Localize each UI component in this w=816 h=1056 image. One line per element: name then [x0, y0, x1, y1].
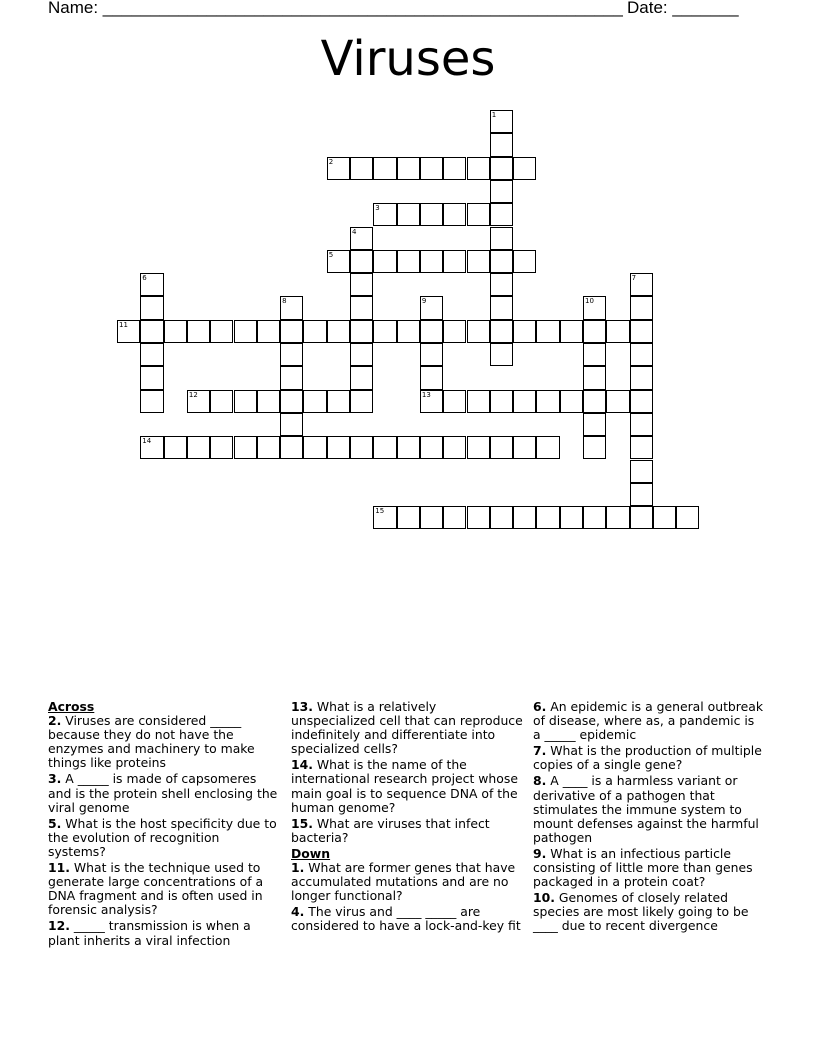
- grid-cell[interactable]: [630, 273, 653, 296]
- grid-cell[interactable]: [490, 180, 513, 203]
- grid-cell[interactable]: [350, 320, 373, 343]
- clue-column-2: [291, 700, 523, 936]
- clue-item-text: What is an infectious particle consisting of little more than genes packaged in a protein coat?: [533, 845, 753, 890]
- grid-cell[interactable]: [164, 436, 187, 459]
- grid-cell[interactable]: [420, 157, 443, 180]
- grid-cell[interactable]: [373, 320, 396, 343]
- clue-item-number: 15.: [291, 815, 313, 831]
- clue-item-text: What is a relatively unspecialized cell that can reproduce indefinitely and differentiate into specialized cells?: [291, 699, 523, 757]
- grid-cell[interactable]: [140, 343, 163, 366]
- clue-item: [533, 744, 765, 772]
- grid-cell[interactable]: [467, 506, 490, 529]
- grid-cell[interactable]: [373, 436, 396, 459]
- clue-item-number: 8.: [533, 773, 547, 789]
- grid-cell[interactable]: [536, 320, 559, 343]
- clue-item: [291, 861, 523, 903]
- grid-cell[interactable]: [257, 320, 280, 343]
- clue-item: [48, 919, 280, 947]
- grid-cell[interactable]: [140, 436, 163, 459]
- clue-item-text: What are former genes that have accumulated mutations and are no longer functional?: [291, 860, 516, 904]
- clue-item: [48, 817, 280, 859]
- grid-cell[interactable]: [257, 436, 280, 459]
- clue-item-number: 4.: [291, 904, 305, 920]
- grid-cell[interactable]: [303, 390, 326, 413]
- grid-cell[interactable]: [560, 390, 583, 413]
- grid-cell[interactable]: [490, 110, 513, 133]
- clue-item-number: 3.: [48, 771, 62, 787]
- grid-cell[interactable]: [420, 366, 443, 389]
- clue-column-1: [48, 700, 280, 950]
- clue-item: [533, 847, 765, 889]
- grid-cell[interactable]: [490, 390, 513, 413]
- grid-cell[interactable]: [443, 157, 466, 180]
- grid-cell[interactable]: [140, 366, 163, 389]
- clue-item: [48, 772, 280, 814]
- grid-cell[interactable]: [397, 506, 420, 529]
- grid-cell[interactable]: [234, 390, 257, 413]
- clue-item: [48, 861, 280, 917]
- clue-number: 7: [631, 274, 637, 283]
- clue-item-number: 5.: [48, 815, 62, 831]
- grid-cell[interactable]: [467, 390, 490, 413]
- grid-cell[interactable]: [327, 390, 350, 413]
- grid-cell[interactable]: [583, 343, 606, 366]
- clue-item-number: 9.: [533, 845, 547, 861]
- clue-number: 10: [585, 297, 594, 306]
- grid-cell[interactable]: [490, 250, 513, 273]
- clue-item-text: What is the name of the international research project whose main goal is to sequence DNA of the human genome?: [291, 757, 518, 815]
- clue-item: [291, 758, 523, 814]
- grid-cell[interactable]: [397, 436, 420, 459]
- grid-cell[interactable]: [350, 390, 373, 413]
- grid-cell[interactable]: [327, 250, 350, 273]
- grid-cell[interactable]: [560, 320, 583, 343]
- clue-number: 15: [375, 507, 385, 516]
- grid-cell[interactable]: [583, 320, 606, 343]
- grid-cell[interactable]: [327, 320, 350, 343]
- grid-cell[interactable]: [257, 390, 280, 413]
- clue-item-number: 6.: [533, 699, 547, 714]
- grid-cell[interactable]: [513, 157, 536, 180]
- grid-cell[interactable]: [630, 366, 653, 389]
- clue-number: 5: [328, 250, 334, 259]
- grid-cell[interactable]: [606, 320, 629, 343]
- clue-item-text: What is the production of multiple copies of a single gene?: [533, 743, 762, 773]
- clue-item: [291, 700, 523, 756]
- grid-cell[interactable]: [490, 157, 513, 180]
- grid-cell[interactable]: [397, 203, 420, 226]
- grid-cell[interactable]: [420, 343, 443, 366]
- grid-cell[interactable]: [583, 413, 606, 436]
- grid-cell[interactable]: [583, 366, 606, 389]
- clue-item-text: An epidemic is a general outbreak of disease, where as, a pandemic is a _____ epidemic: [533, 699, 764, 743]
- grid-cell[interactable]: [583, 390, 606, 413]
- grid-cell[interactable]: [513, 506, 536, 529]
- grid-cell[interactable]: [350, 366, 373, 389]
- grid-cell[interactable]: [140, 390, 163, 413]
- clue-number: 3: [375, 204, 380, 213]
- grid-cell[interactable]: [490, 436, 513, 459]
- clue-number: 14: [142, 437, 152, 446]
- clue-item-text: A _____ is made of capsomeres and is the protein shell enclosing the viral genome: [48, 771, 278, 815]
- grid-cell[interactable]: [280, 343, 303, 366]
- grid-cell[interactable]: [536, 390, 559, 413]
- grid-cell[interactable]: [536, 506, 559, 529]
- clue-item-number: 7.: [533, 743, 547, 759]
- grid-cell[interactable]: [630, 343, 653, 366]
- clue-number: 8: [282, 297, 287, 306]
- clue-item-text: Viruses are considered _____ because they do not have the enzymes and machinery to make things like proteins: [48, 713, 255, 771]
- clue-item-text: What are viruses that infect bacteria?: [291, 815, 490, 845]
- grid-cell[interactable]: [443, 203, 466, 226]
- grid-cell[interactable]: [350, 227, 373, 250]
- clue-item-number: 12.: [48, 918, 70, 934]
- clue-number: 11: [119, 320, 128, 329]
- grid-cell[interactable]: [140, 320, 163, 343]
- grid-cell[interactable]: [490, 320, 513, 343]
- clue-item-text: The virus and ____ _____ are considered to have a lock-and-key fit: [291, 904, 521, 934]
- clue-column-3: [533, 700, 765, 936]
- grid-cell[interactable]: [280, 366, 303, 389]
- clue-item-text: _____ transmission is when a plant inherits a viral infection: [48, 918, 251, 948]
- clue-item: [533, 891, 765, 933]
- clue-section-heading: Down: [291, 845, 331, 861]
- grid-cell[interactable]: [303, 436, 326, 459]
- clue-item-text: What is the technique used to generate large concentrations of a DNA fragment and is often used in forensic analysis?: [48, 860, 264, 918]
- clue-item: [291, 817, 523, 845]
- clue-item-number: 2.: [48, 713, 62, 729]
- grid-cell[interactable]: [467, 250, 490, 273]
- grid-cell[interactable]: [513, 436, 536, 459]
- grid-cell[interactable]: [420, 436, 443, 459]
- date-field[interactable]: Date: _______: [627, 0, 739, 17]
- grid-cell[interactable]: [280, 413, 303, 436]
- clue-item: [533, 774, 765, 844]
- grid-cell[interactable]: [303, 320, 326, 343]
- grid-cell[interactable]: [467, 157, 490, 180]
- grid-cell[interactable]: [606, 506, 629, 529]
- grid-cell[interactable]: [630, 460, 653, 483]
- grid-cell[interactable]: [420, 296, 443, 319]
- grid-cell[interactable]: [187, 320, 210, 343]
- grid-cell[interactable]: [606, 390, 629, 413]
- grid-cell[interactable]: [630, 320, 653, 343]
- grid-cell[interactable]: [490, 343, 513, 366]
- clue-number: 1: [491, 111, 497, 119]
- grid-cell[interactable]: [140, 296, 163, 319]
- grid-cell[interactable]: [630, 436, 653, 459]
- grid-cell[interactable]: [373, 506, 396, 529]
- grid-cell[interactable]: [513, 250, 536, 273]
- grid-cell[interactable]: [210, 390, 233, 413]
- grid-cell[interactable]: [117, 320, 140, 343]
- clue-section-heading: Across: [48, 699, 95, 714]
- grid-cell[interactable]: [280, 320, 303, 343]
- clue-number: 2: [328, 157, 334, 166]
- grid-cell[interactable]: [210, 320, 233, 343]
- name-field[interactable]: Name: _______________________________________________________: [48, 0, 623, 17]
- grid-cell[interactable]: [350, 250, 373, 273]
- grid-cell[interactable]: [630, 296, 653, 319]
- grid-cell[interactable]: [280, 436, 303, 459]
- clue-item: [48, 714, 280, 770]
- grid-cell[interactable]: [234, 320, 257, 343]
- clue-item: [533, 700, 765, 742]
- grid-cell[interactable]: [234, 436, 257, 459]
- grid-cell[interactable]: [513, 390, 536, 413]
- grid-cell[interactable]: [490, 203, 513, 226]
- grid-cell[interactable]: [420, 203, 443, 226]
- grid-cell[interactable]: [397, 320, 420, 343]
- grid-cell[interactable]: [280, 296, 303, 319]
- grid-cell[interactable]: [583, 436, 606, 459]
- grid-cell[interactable]: [397, 250, 420, 273]
- grid-cell[interactable]: [630, 390, 653, 413]
- clue-item: [291, 905, 523, 933]
- grid-cell[interactable]: [420, 250, 443, 273]
- grid-cell[interactable]: [350, 157, 373, 180]
- clue-item-text: Genomes of closely related species are most likely going to be ____ due to recent divergence: [533, 890, 749, 934]
- grid-cell[interactable]: [443, 436, 466, 459]
- clue-number: 6: [142, 274, 147, 283]
- grid-cell[interactable]: [467, 320, 490, 343]
- grid-cell[interactable]: [560, 506, 583, 529]
- grid-cell[interactable]: [373, 203, 396, 226]
- grid-cell[interactable]: [350, 436, 373, 459]
- grid-cell[interactable]: [140, 273, 163, 296]
- grid-cell[interactable]: [443, 250, 466, 273]
- clue-item-text: What is the host specificity due to the evolution of recognition systems?: [48, 815, 277, 859]
- grid-cell[interactable]: [420, 506, 443, 529]
- grid-cell[interactable]: [490, 227, 513, 250]
- grid-cell[interactable]: [210, 436, 233, 459]
- grid-cell[interactable]: [327, 436, 350, 459]
- grid-cell[interactable]: [513, 320, 536, 343]
- grid-cell[interactable]: [443, 506, 466, 529]
- clue-number: 9: [421, 297, 427, 306]
- grid-cell[interactable]: [164, 320, 187, 343]
- grid-cell[interactable]: [653, 506, 676, 529]
- grid-cell[interactable]: [467, 436, 490, 459]
- grid-cell[interactable]: [490, 296, 513, 319]
- grid-cell[interactable]: [373, 157, 396, 180]
- grid-cell[interactable]: [583, 296, 606, 319]
- grid-cell[interactable]: [490, 273, 513, 296]
- grid-cell[interactable]: [280, 390, 303, 413]
- grid-cell[interactable]: [490, 506, 513, 529]
- grid-cell[interactable]: [350, 273, 373, 296]
- clue-number: 12: [188, 390, 198, 399]
- grid-cell[interactable]: [630, 413, 653, 436]
- grid-cell[interactable]: [630, 506, 653, 529]
- grid-cell[interactable]: [373, 250, 396, 273]
- grid-cell[interactable]: [327, 157, 350, 180]
- grid-cell[interactable]: [630, 483, 653, 506]
- grid-cell[interactable]: [420, 320, 443, 343]
- grid-cell[interactable]: [676, 506, 699, 529]
- grid-cell[interactable]: [350, 343, 373, 366]
- clue-item-number: 1.: [291, 860, 305, 876]
- clue-item-number: 10.: [533, 890, 555, 906]
- clue-item-text: A ____ is a harmless variant or derivative of a pathogen that stimulates the immune system to mount defenses against the harmful pathogen: [533, 773, 759, 845]
- grid-cell[interactable]: [536, 436, 559, 459]
- grid-cell[interactable]: [443, 390, 466, 413]
- page-title: Viruses: [320, 31, 496, 87]
- grid-cell[interactable]: [443, 320, 466, 343]
- grid-cell[interactable]: [350, 296, 373, 319]
- clue-item-number: 14.: [291, 757, 313, 773]
- clue-item-number: 11.: [48, 860, 70, 876]
- grid-cell[interactable]: [187, 390, 210, 413]
- grid-cell[interactable]: [420, 390, 443, 413]
- clue-number: 4: [352, 227, 357, 236]
- grid-cell[interactable]: [187, 436, 210, 459]
- grid-cell[interactable]: [397, 157, 420, 180]
- clue-number: 13: [421, 390, 431, 399]
- clue-item-number: 13.: [291, 699, 313, 714]
- grid-cell[interactable]: [467, 203, 490, 226]
- grid-cell[interactable]: [490, 133, 513, 156]
- grid-cell[interactable]: [583, 506, 606, 529]
